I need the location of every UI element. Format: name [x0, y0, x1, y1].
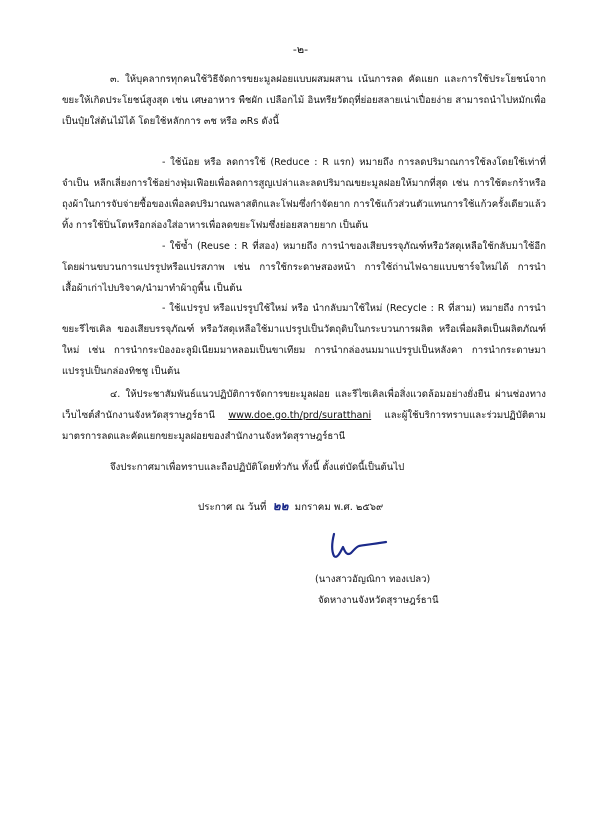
- paragraph-recycle: - ใช้แปรรูป หรือแปรรูปใช้ใหม่ หรือ นำกลับมาใช้ใหม่ (Recycle : R ที่สาม) หมายถึง การนำขยะรีไซเคิล ของเสียบรรจุภัณฑ์ หรือวัสดุเหลือใช้มาแปรรูปเป็นวัตถุดิบในกระบวนการผลิต หรือเพื่อผลิตเป็นผลิตภัณฑ์ใหม่ เช่น การนำกระป๋องอะลูมิเนียมมาหลอมเป็นขาเทียม การนำกล่องนมมาแปรรูปเป็นหลังคา การนำกระดาษมาแปรรูปเป็นกล่องทิชชู เป็นต้น: [62, 303, 546, 377]
- signatory-name: (นางสาวอัญณิกา ทองเปลว): [315, 574, 431, 585]
- paragraph-announcement: จึงประกาศมาเพื่อทราบและถือปฏิบัติโดยทั่วกัน ทั้งนี้ ตั้งแต่บัดนี้เป็นต้นไป: [110, 462, 405, 473]
- paragraph-publicize-text-start: ๔. ให้ประชาสัมพันธ์แนวปฏิบัติการจัดการขยะมูลฝอย และรีไซเคิลเพื่อสิ่งแวดล้อมอย่างยั่งยืน ผ่านช่องทางเว็บไซต์สำนักงานจังหวัดสุราษฎร์ธานี: [62, 389, 546, 421]
- paragraph-reduce: - ใช้น้อย หรือ ลดการใช้ (Reduce : R แรก) หมายถึง การลดปริมาณการใช้ลงโดยใช้เท่าที่จำเป็น หลีกเลี่ยงการใช้อย่างฟุ่มเฟือยเพื่อลดการสูญเปล่าและลดปริมาณขยะมูลฝอยให้มากที่สุด เช่น การใช้ตะกร้าหรือถุงผ้าในการจับจ่ายซื้อของเพื่อลดปริมาณพลาสติกและโฟมซึ่งกำจัดยาก การใช้แก้วส่วนตัวแทนการใช้แก้วครั้งเดียวแล้วทิ้ง การใช้ปิ่นโตหรือกล่องใส่อาหารเพื่อลดขยะโฟมซึ่งย่อยสลายยาก เป็นต้น: [62, 157, 546, 231]
- handwritten-signature: [318, 526, 398, 566]
- website-link[interactable]: www.doe.go.th/prd/suratthani: [228, 410, 372, 421]
- announcement-date: [198, 496, 383, 518]
- paragraph-publicize: [62, 384, 546, 447]
- paragraph-reuse: - ใช้ซ้ำ (Reuse : R ที่สอง) หมายถึง การนำของเสียบรรจุภัณฑ์หรือวัสดุเหลือใช้กลับมาใช้อีกโดยผ่านขบวนการแปรรูปหรือแปรสภาพ เช่น การใช้กระดาษสองหน้า การใช้ถ่านไฟฉายแบบชาร์จใหม่ได้ การนำเสื้อผ้าเก่าไปบริจาค/นำมาทำผ้าถูพื้น เป็นต้น: [62, 241, 546, 294]
- page-number: -๒-: [292, 43, 309, 56]
- paragraph-waste-management-principle: ๓. ให้บุคลากรทุกคนใช้วิธีจัดการขยะมูลฝอยแบบผสมผสาน เน้นการลด คัดแยก และการใช้ประโยชน์จากขยะให้เกิดประโยชน์สูงสุด เช่น เศษอาหาร พืชผัก เปลือกไม้ อินทรียวัตถุที่ย่อยสลายเน่าเปื่อยง่าย สามารถนำไปหมักเพื่อเป็นปุ๋ยใส่ต้นไม้ได้ โดยใช้หลักการ ๓ช หรือ ๓Rs ดังนี้: [62, 74, 546, 127]
- paragraph-publicize-text-end: และผู้ใช้บริการทราบและร่วมปฏิบัติตามมาตรการลดและคัดแยกขยะมูลฝอยของสำนักงานจังหวัดสุราษฎร์ธานี: [62, 410, 546, 442]
- date-day: ๒๒: [272, 499, 289, 513]
- signatory-title: จัดหางานจังหวัดสุราษฎร์ธานี: [318, 595, 439, 606]
- date-month-year: มกราคม พ.ศ. ๒๕๖๙: [294, 502, 384, 513]
- date-prefix: ประกาศ ณ วันที่: [198, 502, 267, 513]
